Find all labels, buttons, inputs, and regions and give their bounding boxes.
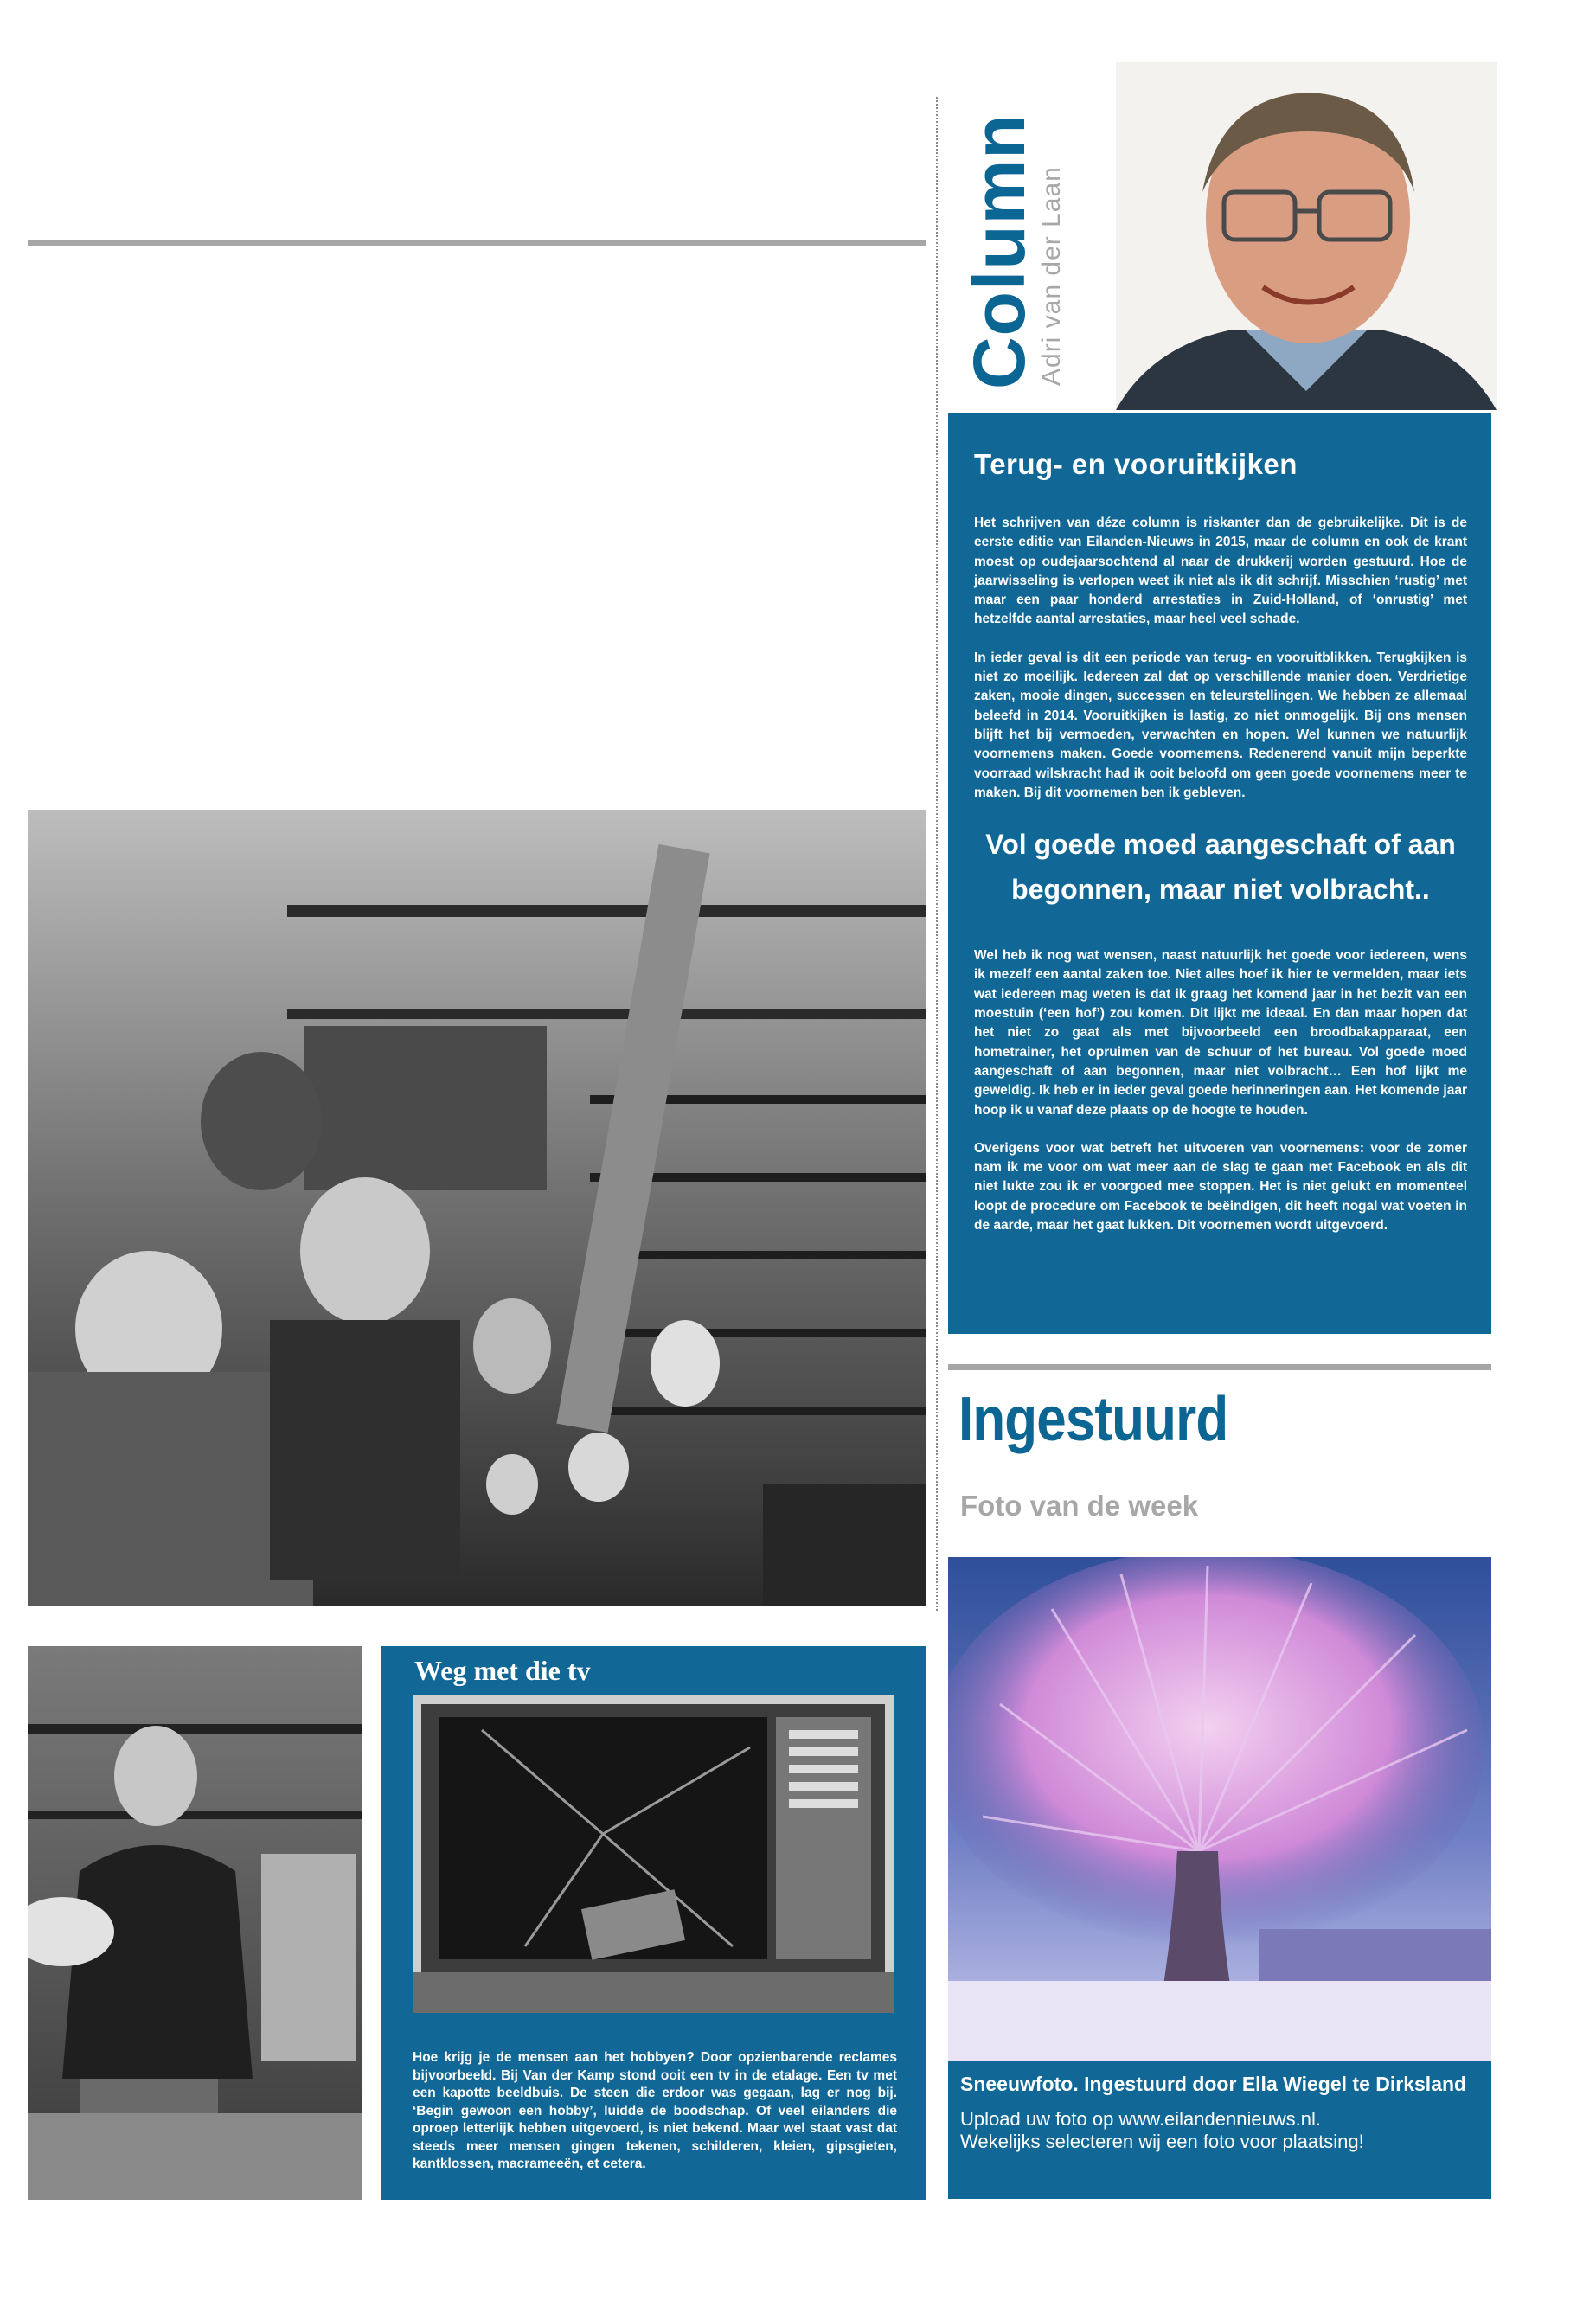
column-paragraph: Het schrijven van déze column is riskanter dan de gebruikelijke. Dit is de eerste editie van Eilanden-Nieuws in 2015, maar de column en ook de krant moest op oudejaarsochtend al naar de drukkerij worden gestuurd. Hoe de jaarwisseling is verlopen weet ik niet als ik dit schrijf. Misschien ‘rustig’ met maar een paar honderd arrestaties in Zuid-Holland, of ‘onrustig’ met hetzelfde aantal arrestaties, maar heel veel schade. — [974, 516, 1467, 627]
photo-caption: Sneeuwfoto. Ingestuurd door Ella Wiegel te Dirksland — [960, 2073, 1467, 2095]
upload-instruction-note: Wekelijks selecteren wij een foto voor plaatsing! — [960, 2131, 1364, 2152]
column-pull-quote: Vol goede moed aangeschaft of aan begonnen, maar niet volbracht.. — [985, 829, 1456, 906]
column-header — [958, 113, 1066, 389]
column-paragraph: Overigens voor wat betreft het uitvoeren van voornemens: voor de zomer nam ik me voor om wat meer aan de slag te gaan met Facebook en als dit niet lukte zou ik er voorgoed mee stoppen. Het is niet gelukt en momenteel loopt de procedure om Facebook te beëindigen, dit heeft nogal wat voeten in de aarde, maar het gaat lukken. Dit voornemen wordt uitgevoerd. — [974, 1140, 1467, 1234]
column-paragraph: Wel heb ik nog wat wensen, naast natuurlijk het goede voor iedereen, wens ik mezelf een aantal zaken toe. Niet alles hoef ik hier te vermelden, maar iets wat iedereen mag weten is dat ik graag het komend jaar in het bezit van een moestuin (‘een hof’) zou komen. Dit lijkt me ideaal. En dan maar hopen dat het niet zo gaat als met bijvoorbeeld een broodbakapparaat, een hometrainer, het opruimen van de schuur of het bureau. Vol goede moed aangeschaft of aan begonnen, maar niet volbracht… Een hof lijkt me geweldig. Ik heb er in ieder geval goede herinneringen aan. Het komende jaar hoop ik u vanaf deze plaats op de hoogte te houden. — [974, 948, 1467, 1118]
hobby-shop-photo — [28, 810, 926, 1606]
ingestuurd-divider-rule — [948, 1364, 1491, 1370]
ingestuurd-subtitle: Foto van de week — [960, 1490, 1199, 1522]
upload-instruction-link[interactable]: Upload uw foto op www.eilandennieuws.nl. — [960, 2108, 1322, 2130]
column-article — [948, 413, 1491, 1334]
tv-story-box — [381, 1646, 926, 2200]
ingestuurd-title: Ingestuurd — [958, 1385, 1228, 1454]
top-divider-rule — [28, 240, 926, 246]
column-title: Terug- en vooruitkijken — [974, 448, 1298, 480]
shopkeeper-photo — [28, 1646, 362, 2200]
column-author: Adri van der Laan — [1037, 166, 1066, 386]
column-divider — [936, 97, 938, 1611]
tv-story-title: Weg met die tv — [414, 1655, 591, 1686]
tv-story-text: Hoe krijg je de mensen aan het hobbyen? Door opzienbarende reclames bijvoorbeeld. Bij Van der Kamp stond ooit een tv in de etalage. Een tv met een kapotte beeldbuis. De steen die erdoor was gegaan, lag er nog bij. ‘Begin gewoon een hobby’, luidde de boodschap. Of veel eilanders die oproep letterlijk hebben uitgevoerd, is niet bekend. Maar wel staat vast dat steeds meer mensen gingen tekenen, schilderen, kleien, gipsgieten, kantklossen, macrameeën, et cetera. — [413, 2050, 897, 2171]
snow-tree-photo — [948, 1557, 1491, 2061]
broken-tv-photo — [413, 1695, 894, 2013]
ingestuurd-caption-box — [948, 2061, 1491, 2199]
author-portrait — [1116, 62, 1497, 410]
column-paragraph: In ieder geval is dit een periode van terug- en vooruitblikken. Terugkijken is niet zo moeilijk. Iedereen zal dat op verschillende manier doen. Verdrietige zaken, mooie dingen, successen en teleurstellingen. We hebben ze allemaal beleefd in 2014. Vooruitkijken is lastig, zo niet onmogelijk. Bij ons mensen blijft het bij vermoeden, verwachten en hopen. Wel kunnen we natuurlijk voornemens maken. Goede voornemens. Redenerend vanuit mijn beperkte voorraad wilskracht had ik ooit beloofd om geen goede voornemens meer te maken. Bij dit voornemen ben ik gebleven. — [974, 650, 1467, 800]
column-heading: Column — [958, 113, 1040, 389]
